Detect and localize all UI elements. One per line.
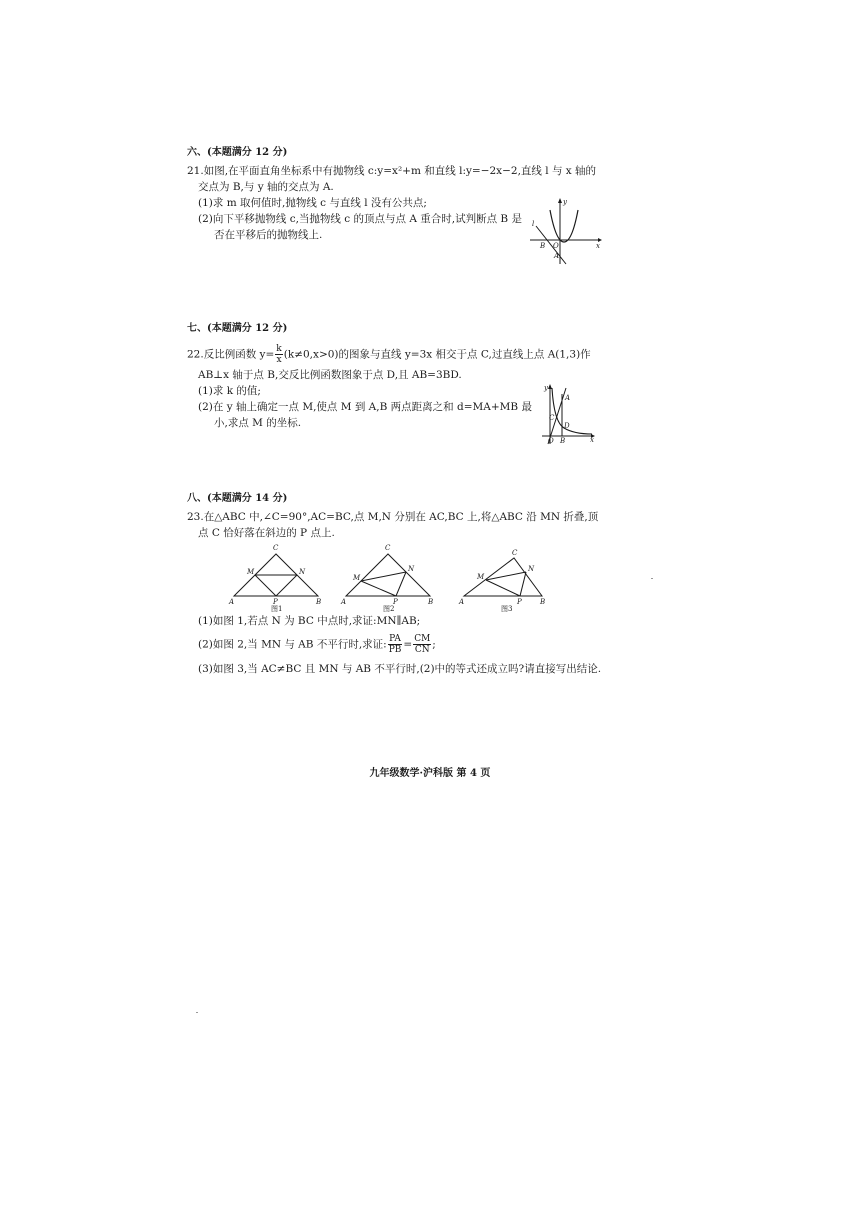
q21-part1: (1)求 m 取何值时,抛物线 c 与直线 l 没有公共点; bbox=[198, 197, 427, 209]
scan-speck bbox=[196, 1012, 198, 1013]
q22-line1 bbox=[187, 344, 591, 365]
fig3-label-n: N bbox=[528, 565, 535, 573]
q21-part2-line1: (2)向下平移抛物线 c,当抛物线 c 的顶点与点 A 重合时,试判断点 B 是 bbox=[198, 213, 522, 225]
q21-line2: 交点为 B,与 y 轴的交点为 A. bbox=[198, 181, 334, 193]
q23-equals: = bbox=[403, 638, 413, 651]
fig22-label-y: y bbox=[544, 384, 548, 392]
q22-fraction-denominator: x bbox=[276, 355, 282, 365]
section-eight-heading: 八、(本题满分 14 分) bbox=[187, 493, 288, 504]
figure-23-2 bbox=[340, 540, 440, 612]
q23-part2-end: ; bbox=[432, 638, 436, 651]
fig1-label-p: P bbox=[273, 598, 278, 606]
q21-line1: 21.如图,在平面直角坐标系中有抛物线 c:y=x²+m 和直线 l:y=−2x−2,直线 l 与 x 轴的 bbox=[187, 165, 597, 177]
fig21-label-x: x bbox=[596, 242, 600, 250]
fig2-label-a: A bbox=[341, 598, 347, 606]
fig3-caption: 图3 bbox=[501, 605, 513, 613]
fig22-label-o: O bbox=[548, 437, 554, 445]
fig21-label-y: y bbox=[563, 198, 567, 206]
q23-part2 bbox=[198, 634, 436, 655]
section-seven-heading: 七、(本题满分 12 分) bbox=[187, 323, 288, 334]
fig1-label-a: A bbox=[229, 598, 235, 606]
fig1-label-m: M bbox=[247, 568, 255, 576]
fig21-label-a: A bbox=[554, 252, 560, 260]
q22-line1-end: (k≠0,x>0)的图象与直线 y=3x 相交于点 C,过直线上点 A(1,3)作 bbox=[283, 348, 591, 361]
fig1-label-n: N bbox=[299, 568, 306, 576]
figure-23-1 bbox=[228, 540, 328, 612]
fig1-caption: 图1 bbox=[271, 605, 283, 613]
q23-line2: 点 C 恰好落在斜边的 P 点上. bbox=[198, 527, 335, 539]
q21-part2-line2: 否在平移后的抛物线上. bbox=[214, 229, 323, 241]
fig22-label-x: x bbox=[590, 436, 594, 444]
fig2-label-b: B bbox=[428, 598, 434, 606]
fig21-label-o: O bbox=[553, 242, 559, 250]
fig3-label-p: P bbox=[517, 598, 522, 606]
fig2-label-m: M bbox=[353, 574, 361, 582]
fig3-label-m: M bbox=[477, 573, 485, 581]
q22-fraction-numerator: k bbox=[276, 344, 282, 354]
q23-fraction2-numerator: CM bbox=[414, 634, 431, 644]
q23-fraction-pa-pb bbox=[388, 634, 403, 655]
q22-line2: AB⊥x 轴于点 B,交反比例函数图象于点 D,且 AB=3BD. bbox=[198, 369, 462, 381]
q23-line1: 23.在△ABC 中,∠C=90°,AC=BC,点 M,N 分别在 AC,BC 上,将△ABC 沿 MN 折叠,顶 bbox=[187, 511, 599, 523]
fig22-label-c: C bbox=[549, 414, 555, 422]
section-six-heading: 六、(本题满分 12 分) bbox=[187, 147, 288, 158]
figure-21-parabola bbox=[528, 196, 604, 266]
fig1-label-b: B bbox=[316, 598, 322, 606]
fig2-label-c: C bbox=[385, 544, 391, 552]
fig3-label-a: A bbox=[459, 598, 465, 606]
q22-line1-start: 22.反比例函数 y= bbox=[187, 348, 275, 361]
q23-fraction-cm-cn bbox=[413, 634, 431, 655]
q23-fraction1-denominator: PB bbox=[388, 645, 402, 655]
fig21-label-l: l bbox=[532, 220, 535, 228]
q22-fraction bbox=[275, 344, 282, 365]
q22-part2-line1: (2)在 y 轴上确定一点 M,使点 M 到 A,B 两点距离之和 d=MA+MB 最 bbox=[198, 401, 532, 413]
q23-fraction2-denominator: CN bbox=[414, 645, 430, 655]
q22-part1: (1)求 k 的值; bbox=[198, 385, 261, 397]
q22-part2-line2: 小,求点 M 的坐标. bbox=[214, 417, 302, 429]
fig22-label-a: A bbox=[565, 394, 571, 402]
figure-23-3 bbox=[458, 540, 558, 612]
q23-part3: (3)如图 3,当 AC≠BC 且 MN 与 AB 不平行时,(2)中的等式还成立吗?请直接写出结论. bbox=[198, 663, 602, 675]
q23-part1: (1)如图 1,若点 N 为 BC 中点时,求证:MN∥AB; bbox=[198, 615, 421, 627]
fig2-label-n: N bbox=[408, 565, 415, 573]
fig2-caption: 图2 bbox=[383, 605, 395, 613]
fig22-label-d: D bbox=[564, 422, 570, 430]
fig3-label-b: B bbox=[540, 598, 546, 606]
scan-speck bbox=[651, 578, 653, 579]
q23-part2-text: (2)如图 2,当 MN 与 AB 不平行时,求证: bbox=[198, 638, 387, 651]
fig1-label-c: C bbox=[273, 544, 279, 552]
fig22-label-b: B bbox=[560, 437, 566, 445]
fig21-label-b: B bbox=[540, 242, 546, 250]
page-footer: 九年级数学·沪科版 第 4 页 bbox=[369, 768, 491, 779]
fig2-label-p: P bbox=[393, 598, 398, 606]
figure-22-hyperbola bbox=[540, 382, 598, 446]
q23-fraction1-numerator: PA bbox=[389, 634, 401, 644]
fig3-label-c: C bbox=[512, 549, 518, 557]
